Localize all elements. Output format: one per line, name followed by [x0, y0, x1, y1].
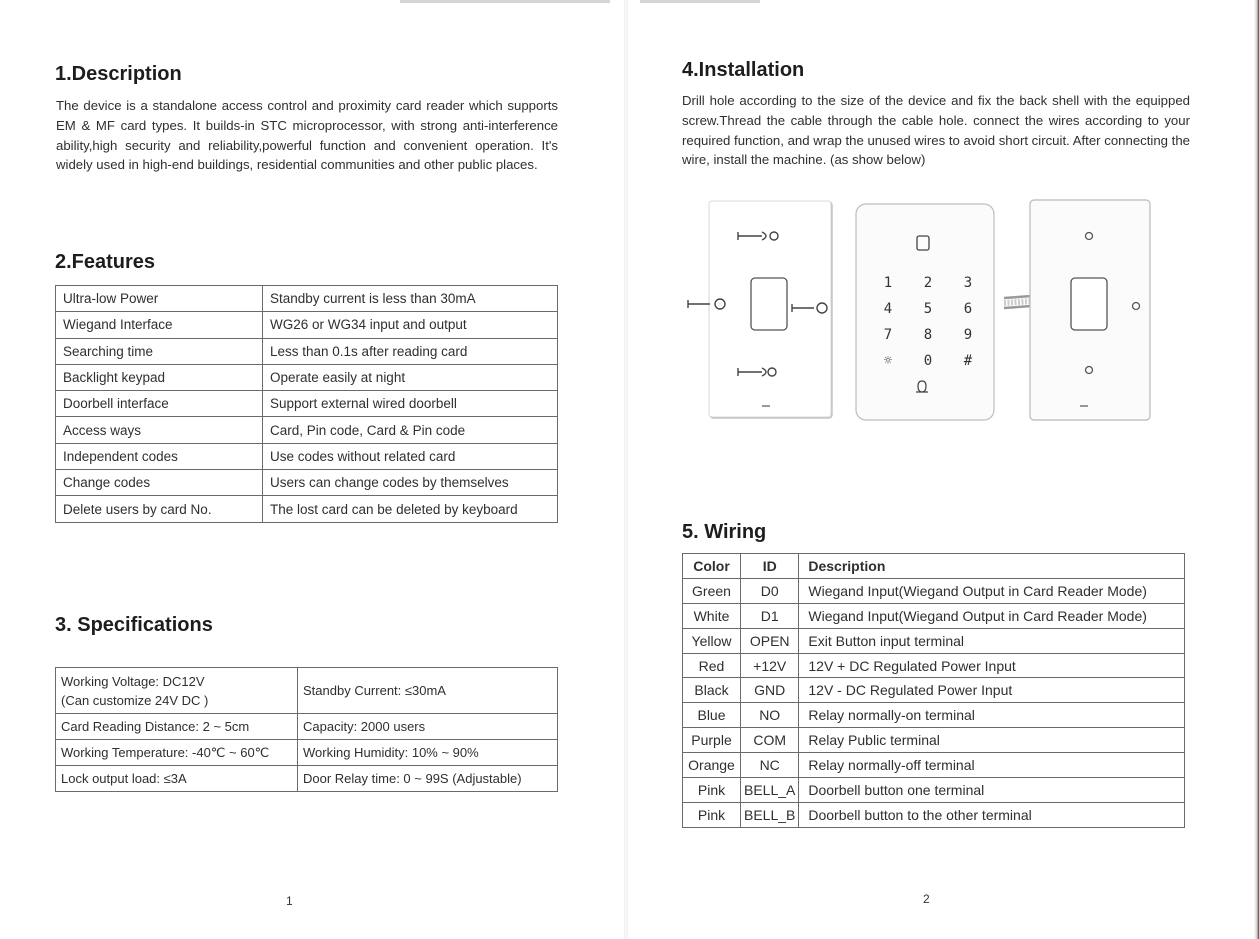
wire-color: White: [683, 603, 741, 628]
feature-name: Independent codes: [56, 443, 263, 469]
table-row: [683, 728, 1185, 753]
keypad-key-label: 6: [963, 301, 973, 317]
wire-color: Purple: [683, 728, 741, 753]
keypad-key-label: 5: [923, 301, 933, 317]
column-header-description: Description: [799, 554, 1185, 579]
feature-name: Delete users by card No.: [56, 496, 263, 522]
wire-id: D0: [741, 578, 799, 603]
table-row: [56, 312, 558, 338]
wire-description: 12V - DC Regulated Power Input: [799, 678, 1185, 703]
feature-detail: The lost card can be deleted by keyboard: [263, 496, 558, 522]
spec-capacity: Capacity: 2000 users: [298, 714, 558, 740]
feature-detail: Use codes without related card: [263, 443, 558, 469]
page-fold: [624, 0, 628, 939]
wiring-table: [682, 553, 1185, 828]
keypad-key-label: 1: [883, 275, 893, 291]
installation-text: Drill hole according to the size of the device and fix the back shell with the equipped screw.Thread the cable through the cable hole. connect the wires according to your required function, and wrap the unused wires to avoid short circuit. After connecting the wire, install the machine. (as show below): [682, 93, 1191, 168]
table-row: [683, 578, 1185, 603]
scan-top-edge: [640, 0, 760, 3]
wire-id: BELL_B: [741, 802, 799, 827]
wire-id: GND: [741, 678, 799, 703]
wire-id: BELL_A: [741, 778, 799, 803]
keypad-key-label: 9: [963, 327, 973, 343]
table-row: [683, 802, 1185, 827]
spec-lock-load: Lock output load: ≤3A: [56, 766, 298, 792]
wire-color: Orange: [683, 753, 741, 778]
table-row: [56, 286, 558, 312]
keypad-key-label: 4: [883, 301, 893, 317]
spec-humidity: Working Humidity: 10% ~ 90%: [298, 740, 558, 766]
wire-id: OPEN: [741, 628, 799, 653]
description-text: The device is a standalone access control and proximity card reader which supports EM & MF card types. It builds-in STC microprocessor, with strong anti-interference ability,high security and reliability,powerful function and convenient operation. It's widely used in high-end buildings, residential communities and other public places.: [56, 98, 558, 173]
table-row: [683, 678, 1185, 703]
keypad-key-label: 2: [923, 275, 933, 291]
wire-description: Relay normally-on terminal: [799, 703, 1185, 728]
feature-name: Ultra-low Power: [56, 286, 263, 312]
wiring-heading: 5. Wiring: [682, 521, 767, 543]
table-row: [683, 628, 1185, 653]
wire-color: Yellow: [683, 628, 741, 653]
table-row: [56, 443, 558, 469]
wire-color: Pink: [683, 778, 741, 803]
wire-description: Relay normally-off terminal: [799, 753, 1185, 778]
mounted-unit-illustration: [1030, 200, 1150, 420]
feature-name: Access ways: [56, 417, 263, 443]
table-header-row: [683, 554, 1185, 579]
feature-name: Doorbell interface: [56, 391, 263, 417]
spec-temperature: Working Temperature: -40℃ ~ 60℃: [56, 740, 298, 766]
keypad-key-label: ☼: [883, 353, 893, 369]
wire-color: Black: [683, 678, 741, 703]
spec-voltage-line1: Working Voltage: DC12V: [61, 673, 205, 689]
column-header-color: Color: [683, 554, 741, 579]
wire-color: Blue: [683, 703, 741, 728]
table-row: [683, 778, 1185, 803]
table-row: [683, 703, 1185, 728]
wire-id: COM: [741, 728, 799, 753]
spec-relay-time: Door Relay time: 0 ~ 99S (Adjustable): [298, 766, 558, 792]
back-shell-illustration: [688, 201, 832, 418]
wire-color: Green: [683, 578, 741, 603]
table-row: [56, 364, 558, 390]
wire-color: Pink: [683, 802, 741, 827]
feature-detail: Standby current is less than 30mA: [263, 286, 558, 312]
wire-description: Doorbell button one terminal: [799, 778, 1185, 803]
feature-name: Backlight keypad: [56, 364, 263, 390]
feature-name: Searching time: [56, 338, 263, 364]
keypad-illustration: [856, 204, 994, 420]
wire-id: D1: [741, 603, 799, 628]
table-row: [56, 338, 558, 364]
wire-color: Red: [683, 653, 741, 678]
page-number: 2: [923, 892, 930, 906]
keypad-key-label: #: [963, 353, 973, 369]
wire-description: 12V + DC Regulated Power Input: [799, 653, 1185, 678]
wire-description: Wiegand Input(Wiegand Output in Card Reader Mode): [799, 578, 1185, 603]
features-heading: 2.Features: [55, 251, 156, 273]
table-row: [56, 740, 558, 766]
table-row: [56, 668, 558, 714]
feature-detail: Less than 0.1s after reading card: [263, 338, 558, 364]
wire-id: NC: [741, 753, 799, 778]
table-row: [56, 470, 558, 496]
keypad-key-label: 0: [923, 353, 933, 369]
table-row: [683, 753, 1185, 778]
keypad-key-label: 7: [883, 327, 893, 343]
spec-voltage-line2: (Can customize 24V DC ): [61, 692, 209, 708]
scan-top-edge: [400, 0, 610, 3]
column-header-id: ID: [741, 554, 799, 579]
wire-description: Wiegand Input(Wiegand Output in Card Reader Mode): [799, 603, 1185, 628]
table-row: [683, 603, 1185, 628]
specifications-heading: 3. Specifications: [55, 614, 213, 636]
table-row: [56, 714, 558, 740]
installation-diagram: [680, 192, 1180, 428]
description-heading: 1.Description: [55, 63, 182, 85]
wire-description: Relay Public terminal: [799, 728, 1185, 753]
spec-reading-distance: Card Reading Distance: 2 ~ 5cm: [56, 714, 298, 740]
installation-heading: 4.Installation: [682, 59, 805, 81]
feature-name: Change codes: [56, 470, 263, 496]
scan-edge-shadow: [1254, 0, 1259, 939]
wire-description: Exit Button input terminal: [799, 628, 1185, 653]
spec-standby: Standby Current: ≤30mA: [298, 668, 558, 714]
table-row: [56, 417, 558, 443]
table-row: [56, 496, 558, 522]
feature-detail: WG26 or WG34 input and output: [263, 312, 558, 338]
feature-detail: Support external wired doorbell: [263, 391, 558, 417]
feature-name: Wiegand Interface: [56, 312, 263, 338]
spec-voltage: [56, 668, 298, 714]
specifications-table: [55, 667, 558, 792]
feature-detail: Operate easily at night: [263, 364, 558, 390]
table-row: [56, 391, 558, 417]
wire-description: Doorbell button to the other terminal: [799, 802, 1185, 827]
keypad-key-label: 8: [923, 327, 933, 343]
table-row: [683, 653, 1185, 678]
feature-detail: Card, Pin code, Card & Pin code: [263, 417, 558, 443]
page-number: 1: [286, 894, 293, 908]
features-table: [55, 285, 558, 523]
wire-id: NO: [741, 703, 799, 728]
feature-detail: Users can change codes by themselves: [263, 470, 558, 496]
wire-id: +12V: [741, 653, 799, 678]
keypad-key-label: 3: [963, 275, 973, 291]
table-row: [56, 766, 558, 792]
